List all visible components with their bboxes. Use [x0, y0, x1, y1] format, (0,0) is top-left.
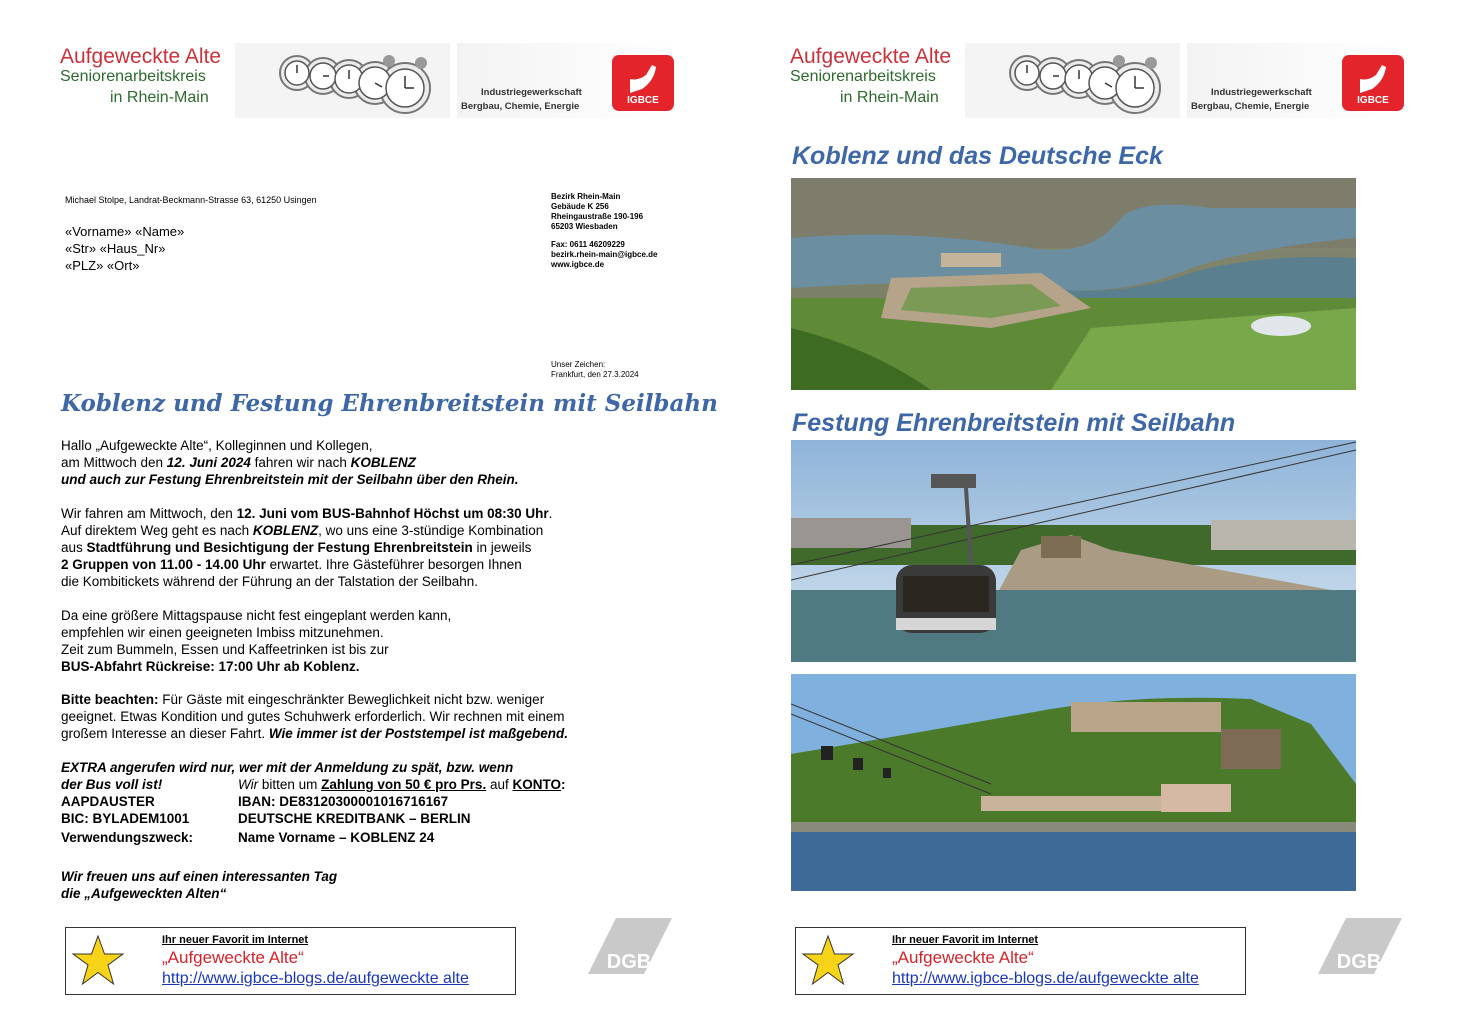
- star-icon: [800, 934, 856, 988]
- tour-info: Stadtführung und Besichtigung der Festung Ehrenbreitstein: [86, 540, 473, 555]
- club-logo: [782, 43, 952, 118]
- closing-signature: die „Aufgeweckten Alten“: [61, 886, 227, 901]
- igbce-emblem-icon: [612, 59, 674, 99]
- office-website[interactable]: www.igbce.de: [551, 260, 605, 269]
- footer-box: [795, 927, 1246, 995]
- union-name-line2: Bergbau, Chemie, Energie: [1191, 101, 1310, 112]
- footer-link[interactable]: http://www.igbce-blogs.de/aufgeweckte alte: [892, 970, 1199, 987]
- union-name-line1: Industriegewerkschaft: [1211, 87, 1312, 98]
- text: Auf direktem Weg geht es nach: [61, 523, 253, 538]
- greeting-paragraph: [61, 437, 519, 488]
- dgb-logo: [588, 918, 672, 974]
- union-name-line1: Industriegewerkschaft: [481, 87, 582, 98]
- office-line: 65203 Wiesbaden: [551, 222, 618, 231]
- text: Für Gäste mit eingeschränkter Beweglichkeit nicht bzw. weniger: [158, 692, 545, 707]
- account-label: KONTO: [512, 777, 561, 792]
- text: in jeweils: [472, 540, 532, 555]
- igbce-badge: [612, 55, 674, 111]
- registration-note: der Bus voll ist!: [61, 777, 163, 792]
- text: Wir: [238, 777, 259, 792]
- closing-line: Wir freuen uns auf einen interessanten Tag: [61, 869, 338, 884]
- fortress-photo: [791, 674, 1356, 891]
- text: die Kombitickets während der Führung an der Talstation der Seilbahn.: [61, 574, 478, 589]
- office-address: [551, 192, 658, 270]
- logo-title: Aufgeweckte Alte: [790, 45, 952, 68]
- footer-box: [65, 927, 516, 995]
- postmark-note: Wie immer ist der Poststempel ist maßgebend.: [268, 726, 569, 741]
- closing: [61, 868, 337, 902]
- igbce-badge-label: IGBCE: [627, 95, 659, 106]
- dgb-label: DGB: [1336, 951, 1382, 973]
- trip-date: 12. Juni 2024: [166, 455, 251, 470]
- text: fahren wir nach: [250, 455, 351, 470]
- reference-label: Unser Zeichen:: [551, 360, 606, 369]
- logo-subtitle: Seniorenarbeitskreis: [790, 68, 936, 85]
- text: Zeit zum Bummeln, Essen und Kaffeetrinken ist bis zur: [61, 642, 389, 657]
- office-fax: Fax: 0611 46209229: [551, 240, 625, 249]
- payment-amount: Zahlung von 50 € pro Prs.: [321, 777, 487, 792]
- registration-note: EXTRA angerufen wird nur, wer mit der Anmeldung zu spät, bzw. wenn: [61, 760, 514, 775]
- koblenz-aerial-photo: [791, 178, 1356, 390]
- igbce-badge-label: IGBCE: [1357, 95, 1389, 106]
- text: am Mittwoch den: [61, 455, 167, 470]
- footer-heading: Ihr neuer Favorit im Internet: [162, 934, 309, 946]
- footer-heading: Ihr neuer Favorit im Internet: [892, 934, 1039, 946]
- account-holder: AAPDAUSTER: [61, 794, 155, 809]
- footer-blog-name: „Aufgeweckte Alte“: [892, 948, 1034, 967]
- alarm-clocks-image: [235, 43, 450, 118]
- text: aus: [61, 540, 87, 555]
- dgb-label: DGB: [606, 951, 652, 973]
- logo-subtitle: Seniorenarbeitskreis: [60, 68, 206, 85]
- dgb-logo: [1318, 918, 1402, 974]
- bic: BIC: BYLADEM1001: [61, 811, 190, 826]
- recipient-city: «PLZ» «Ort»: [65, 258, 140, 273]
- text: erwartet. Ihre Gästeführer besorgen Ihnen: [265, 557, 522, 572]
- letter-date: Frankfurt, den 27.3.2024: [551, 370, 639, 379]
- igbce-logo: [457, 43, 675, 118]
- text: Wir fahren am Mittwoch, den: [61, 506, 237, 521]
- alarm-clocks-image: [965, 43, 1180, 118]
- purpose-value: Name Vorname – KOBLENZ 24: [238, 830, 435, 845]
- notice-label: Bitte beachten:: [61, 692, 159, 707]
- reference-block: [551, 360, 639, 380]
- text: großem Interesse an dieser Fahrt.: [61, 726, 269, 741]
- lunch-paragraph: [61, 607, 451, 675]
- office-line: Gebäude K 256: [551, 202, 609, 211]
- text: .: [548, 506, 553, 521]
- club-logo: [52, 43, 222, 118]
- office-line: Rheingaustraße 190-196: [551, 212, 644, 221]
- office-email[interactable]: bezirk.rhein-main@igbce.de: [551, 250, 658, 259]
- text: empfehlen wir einen geeigneten Imbiss mitzunehmen.: [61, 625, 384, 640]
- schedule-paragraph: [61, 505, 552, 590]
- office-line: Bezirk Rhein-Main: [551, 192, 621, 201]
- tour-time: 2 Gruppen von 11.00 - 14.00 Uhr: [61, 557, 266, 572]
- trip-date-line: [61, 454, 519, 471]
- greeting-line: Hallo „Aufgeweckte Alte“, Kolleginnen und Kollegen,: [61, 438, 373, 453]
- destination: KOBLENZ: [252, 523, 319, 538]
- iban: IBAN: DE83120300001016716167: [238, 794, 449, 809]
- return-departure: BUS-Abfahrt Rückreise: 17:00 Uhr ab Koblenz.: [61, 659, 360, 674]
- notice-paragraph: [61, 691, 568, 742]
- sender-line: Michael Stolpe, Landrat-Beckmann-Strasse 63, 61250 Usingen: [65, 195, 317, 205]
- text: auf: [486, 777, 513, 792]
- destination: KOBLENZ: [350, 455, 416, 470]
- cable-car-photo: [791, 440, 1356, 662]
- logo-region: in Rhein-Main: [110, 89, 209, 106]
- logo-region: in Rhein-Main: [840, 89, 939, 106]
- payment-paragraph: [61, 759, 566, 848]
- photo-page: [730, 0, 1460, 1033]
- igbce-logo: [1187, 43, 1405, 118]
- purpose-label: Verwendungszweck:: [61, 830, 194, 845]
- footer-blog-name: „Aufgeweckte Alte“: [162, 948, 304, 967]
- bank-name: DEUTSCHE KREDITBANK – BERLIN: [238, 811, 471, 826]
- text: :: [561, 777, 566, 792]
- section-title-koblenz: Koblenz und das Deutsche Eck: [792, 142, 1163, 170]
- igbce-badge: [1342, 55, 1404, 111]
- text: Da eine größere Mittagspause nicht fest eingeplant werden kann,: [61, 608, 452, 623]
- text: , wo uns eine 3-stündige Kombination: [318, 523, 544, 538]
- office-spacer: [551, 232, 658, 240]
- letter-title: Koblenz und Festung Ehrenbreitstein mit Seilbahn: [61, 390, 718, 417]
- igbce-emblem-icon: [1342, 59, 1404, 99]
- star-icon: [70, 934, 126, 988]
- recipient-address: [65, 223, 184, 274]
- logo-title: Aufgeweckte Alte: [60, 45, 222, 68]
- trip-description: und auch zur Festung Ehrenbreitstein mit der Seilbahn über den Rhein.: [61, 472, 519, 487]
- departure-info: 12. Juni vom BUS-Bahnhof Höchst um 08:30 Uhr: [236, 506, 549, 521]
- text: bitten um: [258, 777, 322, 792]
- text: geeignet. Etwas Kondition und gutes Schuhwerk erforderlich. Wir rechnen mit einem: [61, 709, 565, 724]
- recipient-name: «Vorname» «Name»: [65, 224, 185, 239]
- union-name-line2: Bergbau, Chemie, Energie: [461, 101, 580, 112]
- recipient-street: «Str» «Haus_Nr»: [65, 241, 166, 256]
- section-title-fortress: Festung Ehrenbreitstein mit Seilbahn: [792, 409, 1236, 437]
- footer-link[interactable]: http://www.igbce-blogs.de/aufgeweckte alte: [162, 970, 469, 987]
